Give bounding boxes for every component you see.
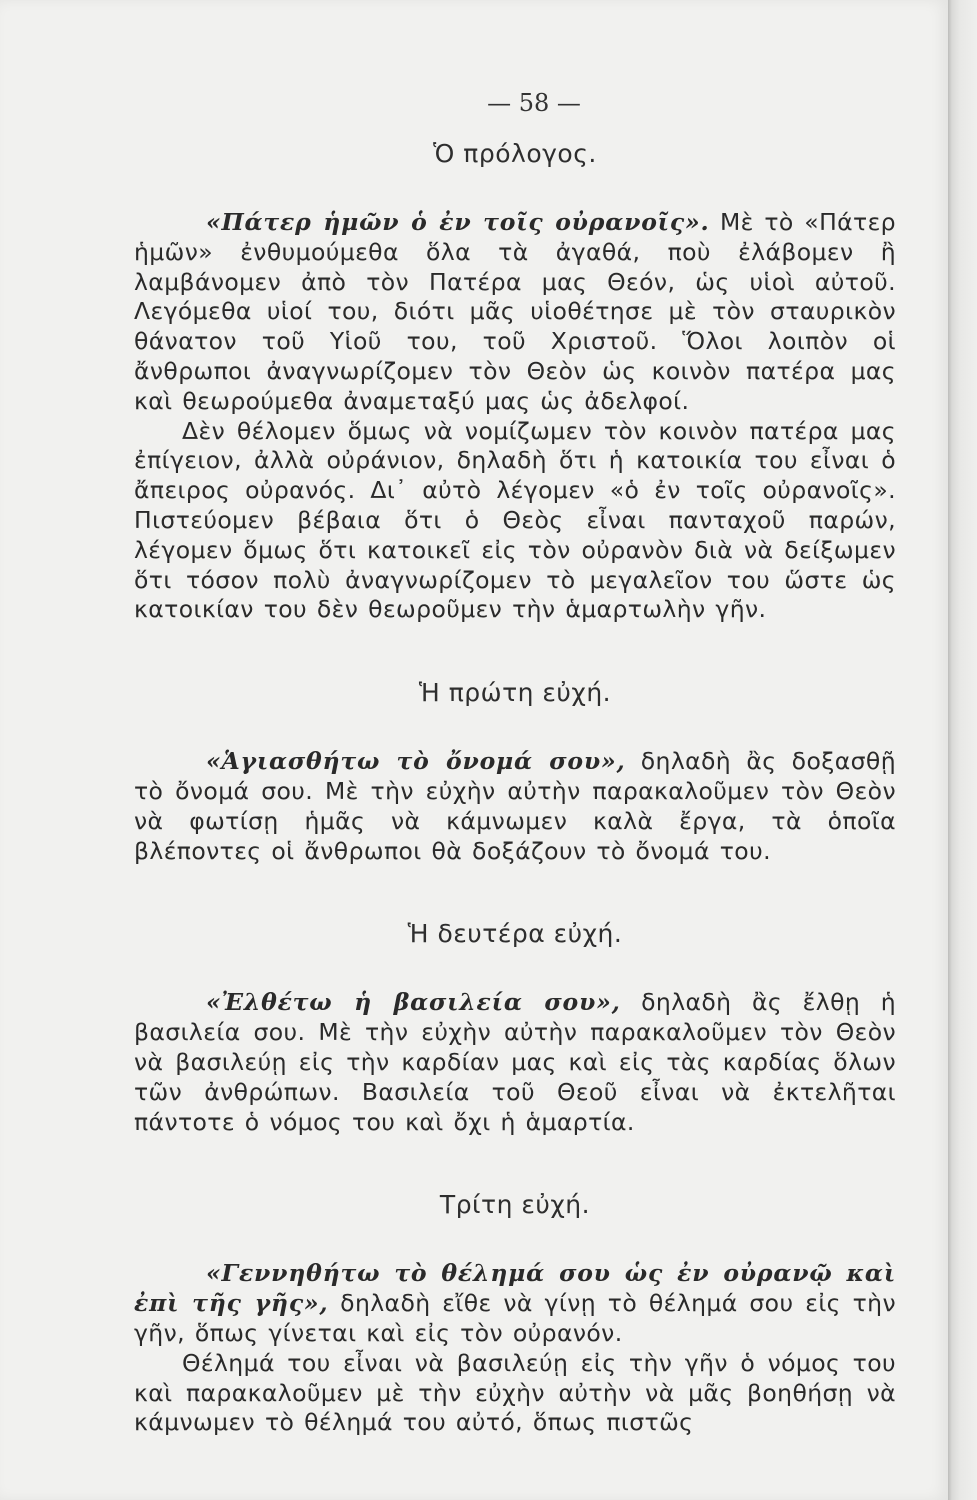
paragraph (134, 988, 896, 1137)
paragraph-text: δηλαδὴ ἂς δοξασθῇ τὸ ὄνομά σου. Μὲ τὴν εὐχὴν αὐτὴν παρακαλοῦμεν τὸν Θεὸν νὰ φωτίσῃ ἡμᾶς νὰ κάμνωμεν καλὰ ἔργα, τὰ ὁποῖα βλέποντες οἱ ἄνθρωποι θὰ δοξάζουν τὸ ὄνομά του. (134, 747, 896, 865)
paragraph (134, 1259, 896, 1348)
section-first-petition (134, 677, 896, 866)
section-heading: Τρίτη εὐχή. (439, 1190, 591, 1220)
section-third-petition (134, 1189, 896, 1438)
page-content (134, 86, 896, 1438)
page-number: — 58 — (487, 89, 581, 117)
paragraph-text: Δὲν θέλομεν ὅμως νὰ νομίζωμεν τὸν κοινὸν πατέρα μας ἐπίγειον, ἀλλὰ οὐράνιον, δηλαδὴ ὅτι ἡ κατοικία του εἶναι ὁ ἄπειρος οὐρανός. Δι᾽ αὐτὸ λέγομεν «ὁ ἐν τοῖς οὐρανοῖς». Πιστεύομεν βέβαια ὅτι ὁ Θεὸς εἶναι πανταχοῦ παρών, λέγομεν ὅμως ὅτι κατοικεῖ εἰς τὸν οὐρανὸν διὰ νὰ δείξωμεν ὅτι τόσον πολὺ ἀναγνωρίζομεν τὸ μεγαλεῖον του ὥστε ὡς κατοικίαν του δὲν θεωροῦμεν τὴν ἁμαρτωλὴν γῆν. (134, 416, 896, 624)
prayer-quote: «Ἐλθέτω ἡ βασιλεία σου», (206, 988, 621, 1017)
paragraph-text: δηλαδὴ ἂς ἔλθῃ ἡ βασιλεία σου. Μὲ τὴν εὐχὴν αὐτὴν παρακαλοῦμεν τὸν Θεὸν νὰ βασιλεύῃ εἰς τὴν καρδίαν μας καὶ εἰς τὰς καρδίας ὅλων τῶν ἀνθρώπων. Βασιλεία τοῦ Θεοῦ εἶναι νὰ ἐκτελῆται πάντοτε ὁ νόμος του καὶ ὄχι ἡ ἁμαρτία. (134, 988, 896, 1136)
paragraph (134, 208, 896, 417)
paragraph-text: Θέλημά του εἶναι νὰ βασιλεύῃ εἰς τὴν γῆν ὁ νόμος του καὶ παρακαλοῦμεν μὲ τὴν εὐχὴν αὐτὴν νὰ μᾶς βοηθήσῃ νὰ κάμνωμεν τὸ θέλημά του αὐτό, ὅπως πιστῶς (134, 1348, 896, 1437)
prayer-quote: «Ἁγιασθήτω τὸ ὄνομά σου», (206, 747, 626, 776)
section-heading: Ἡ πρώτη εὐχή. (418, 678, 612, 708)
paragraph (134, 1349, 896, 1438)
section-prologue (134, 138, 896, 625)
paragraph-text: δηλαδὴ εἴθε νὰ γίνῃ τὸ θέλημά σου εἰς τὴν γῆν, ὅπως γίνεται καὶ εἰς τὸν οὐρανόν. (134, 1289, 896, 1347)
section-heading: Ὁ πρόλογος. (433, 139, 597, 168)
prayer-quote: «Γεννηθήτω τὸ θέλημά σου ὡς ἐν οὐρανῷ καὶ ἐπὶ τῆς γῆς», (134, 1259, 896, 1318)
section-second-petition (134, 918, 896, 1137)
section-heading: Ἡ δευτέρα εὐχή. (407, 919, 623, 949)
paragraph (134, 747, 896, 866)
prayer-quote: «Πάτερ ἡμῶν ὁ ἐν τοῖς οὐρανοῖς». (206, 208, 710, 236)
paragraph-text: Μὲ τὸ «Πάτερ ἡμῶν» ἐνθυμούμεθα ὅλα τὰ ἀγαθά, ποὺ ἐλάβομεν ἢ λαμβάνομεν ἀπὸ τὸν Πατέρα μας Θεόν, ὡς υἱοὶ αὐτοῦ. Λεγόμεθα υἱοί του, διότι μᾶς υἱοθέτησε μὲ τὸν σταυρικὸν θάνατον τοῦ Υἱοῦ του, τοῦ Χριστοῦ. Ὅλοι λοιπὸν οἱ ἄνθρωποι ἀναγνωρίζομεν τὸν Θεὸν ὡς κοινὸν πατέρα μας καὶ θεωρούμεθα ἀναμεταξύ μας ὡς ἀδελφοί. (134, 208, 896, 415)
page-edge (948, 0, 977, 1500)
paragraph (134, 417, 896, 626)
